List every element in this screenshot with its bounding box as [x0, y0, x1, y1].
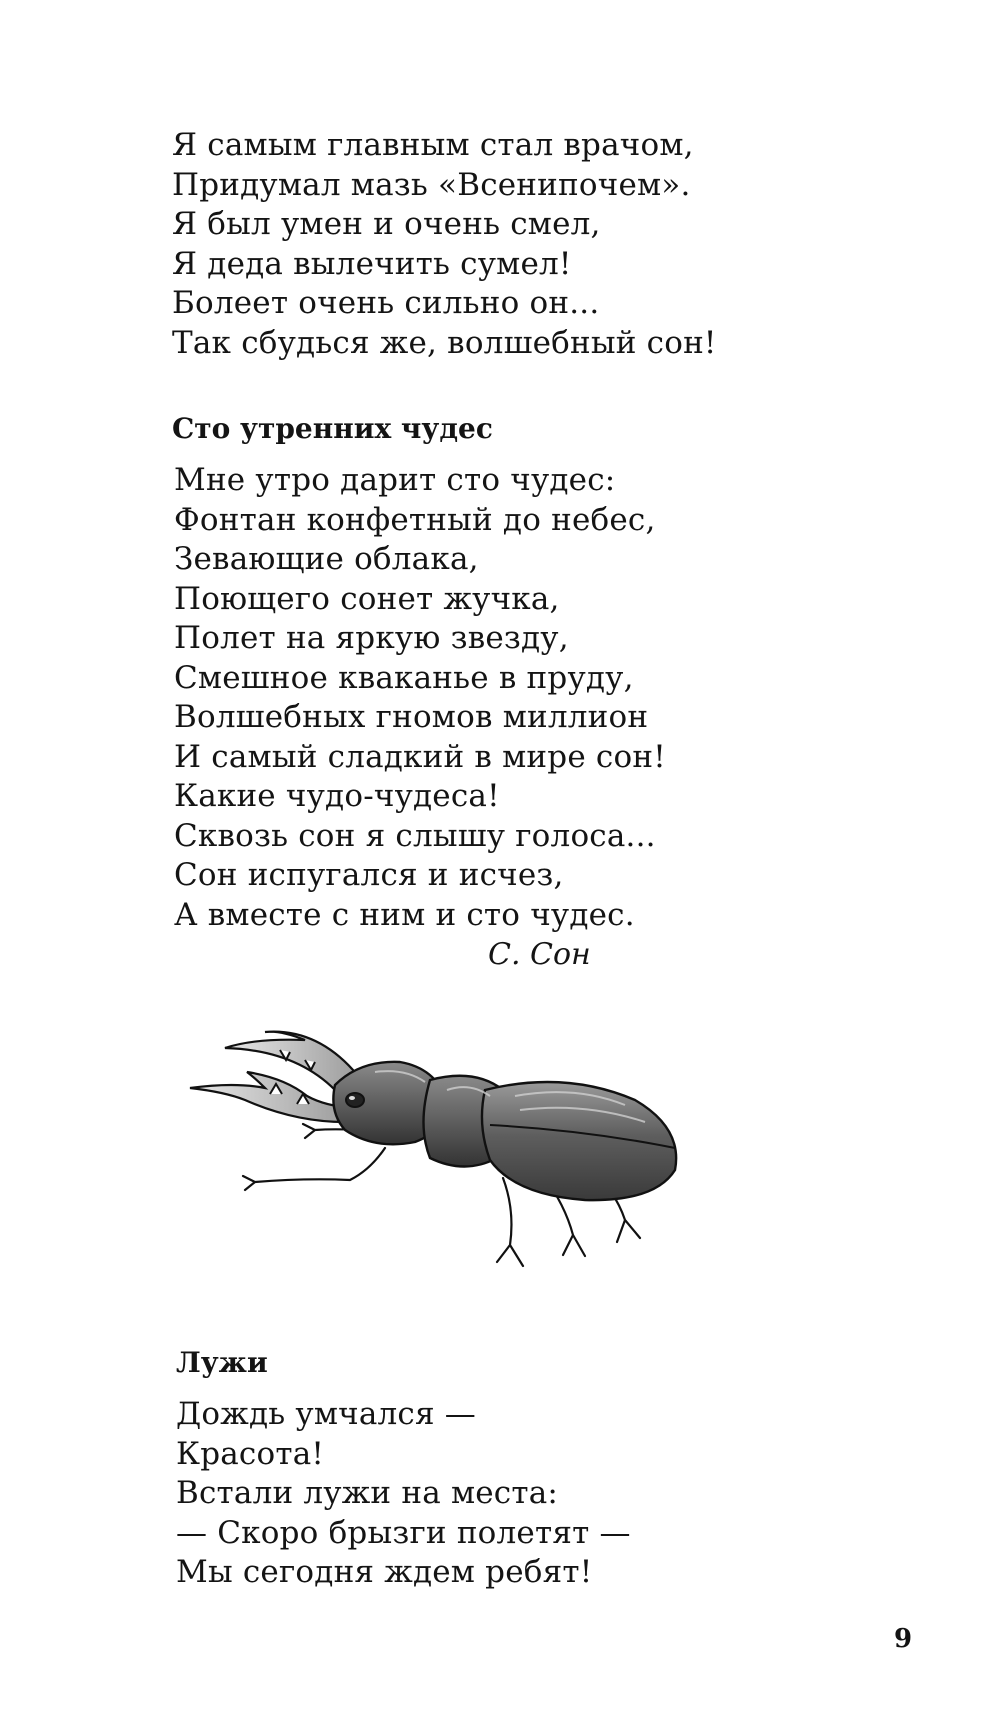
- stag-beetle-icon: [185, 1030, 705, 1290]
- poem-line: Я был умен и очень смел,: [172, 206, 601, 242]
- poem-chudes-body: [174, 461, 666, 935]
- poem-line: Сквозь сон я слышу голоса...: [174, 817, 656, 854]
- poem-line: Мне утро дарит сто чудес:: [174, 462, 616, 498]
- poem-luzhi-body: [176, 1395, 631, 1593]
- page-number: 9: [894, 1624, 913, 1654]
- poem-line: Я самым главным стал врачом,: [172, 127, 694, 163]
- poem-line: — Скоро брызги полетят —: [176, 1514, 631, 1551]
- poem-line: А вместе с ним и сто чудес.: [174, 896, 635, 933]
- poem-line: Мы сегодня ждем ребят!: [176, 1554, 593, 1590]
- poem-author: С. Сон: [488, 937, 591, 972]
- poem-line: Встали лужи на места:: [176, 1475, 559, 1511]
- poem-line: Так сбудься же, волшебный сон!: [172, 324, 717, 361]
- poem-line: Поющего сонет жучка,: [174, 580, 560, 617]
- poem-title-luzhi: Лужи: [176, 1346, 268, 1379]
- poem-title-chudes: Сто утренних чудес: [172, 412, 493, 445]
- poem-line: Зевающие облака,: [174, 541, 479, 577]
- poem-line: Какие чудо-чудеса!: [174, 778, 500, 814]
- poem-line: И самый сладкий в мире сон!: [174, 738, 666, 775]
- poem-line: Волшебных гномов миллион: [174, 699, 649, 735]
- poem-continuation: [172, 126, 717, 363]
- poem-line: Полет на яркую звезду,: [174, 620, 569, 656]
- poem-line: Смешное кваканье в пруду,: [174, 659, 634, 696]
- poem-line: Красота!: [176, 1435, 325, 1472]
- poem-line: Сон испугался и исчез,: [174, 857, 564, 893]
- poem-line: Я деда вылечить сумел!: [172, 245, 572, 282]
- poem-line: Фонтан конфетный до небес,: [174, 501, 656, 538]
- poem-line: Дождь умчался —: [176, 1396, 476, 1432]
- poem-line: Придумал мазь «Всенипочем».: [172, 166, 691, 203]
- poem-line: Болеет очень сильно он...: [172, 285, 600, 321]
